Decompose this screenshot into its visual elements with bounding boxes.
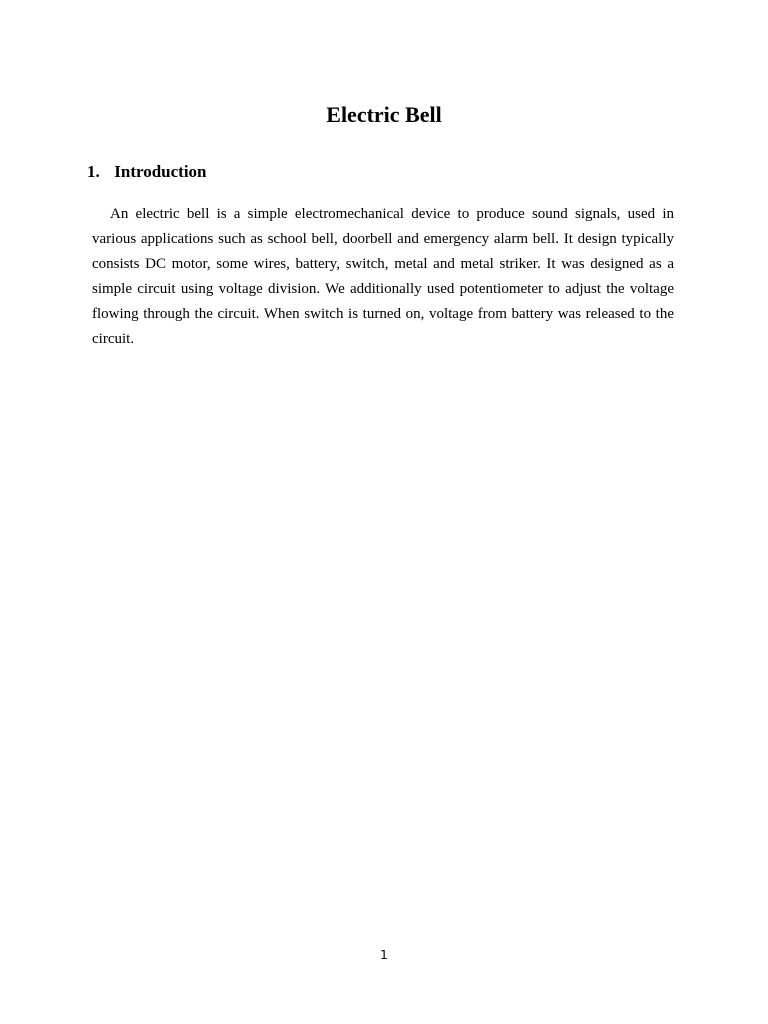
section-heading-text: Introduction [114,162,207,181]
page-number: 1 [380,948,388,962]
document-title: Electric Bell [326,102,442,127]
section-heading-introduction [87,160,207,184]
introduction-paragraph: An electric bell is a simple electromechanical device to produce sound signals, used in various applications such as school bell, doorbell and emergency alarm bell. It design typically consists DC motor, some wires, battery, switch, metal and metal striker. It was designed as a simple circuit using voltage division. We additionally used potentiometer to adjust the voltage flowing through the circuit. When switch is turned on, voltage from battery was released to the circuit. [92,206,674,347]
section-number: 1. [87,162,100,181]
